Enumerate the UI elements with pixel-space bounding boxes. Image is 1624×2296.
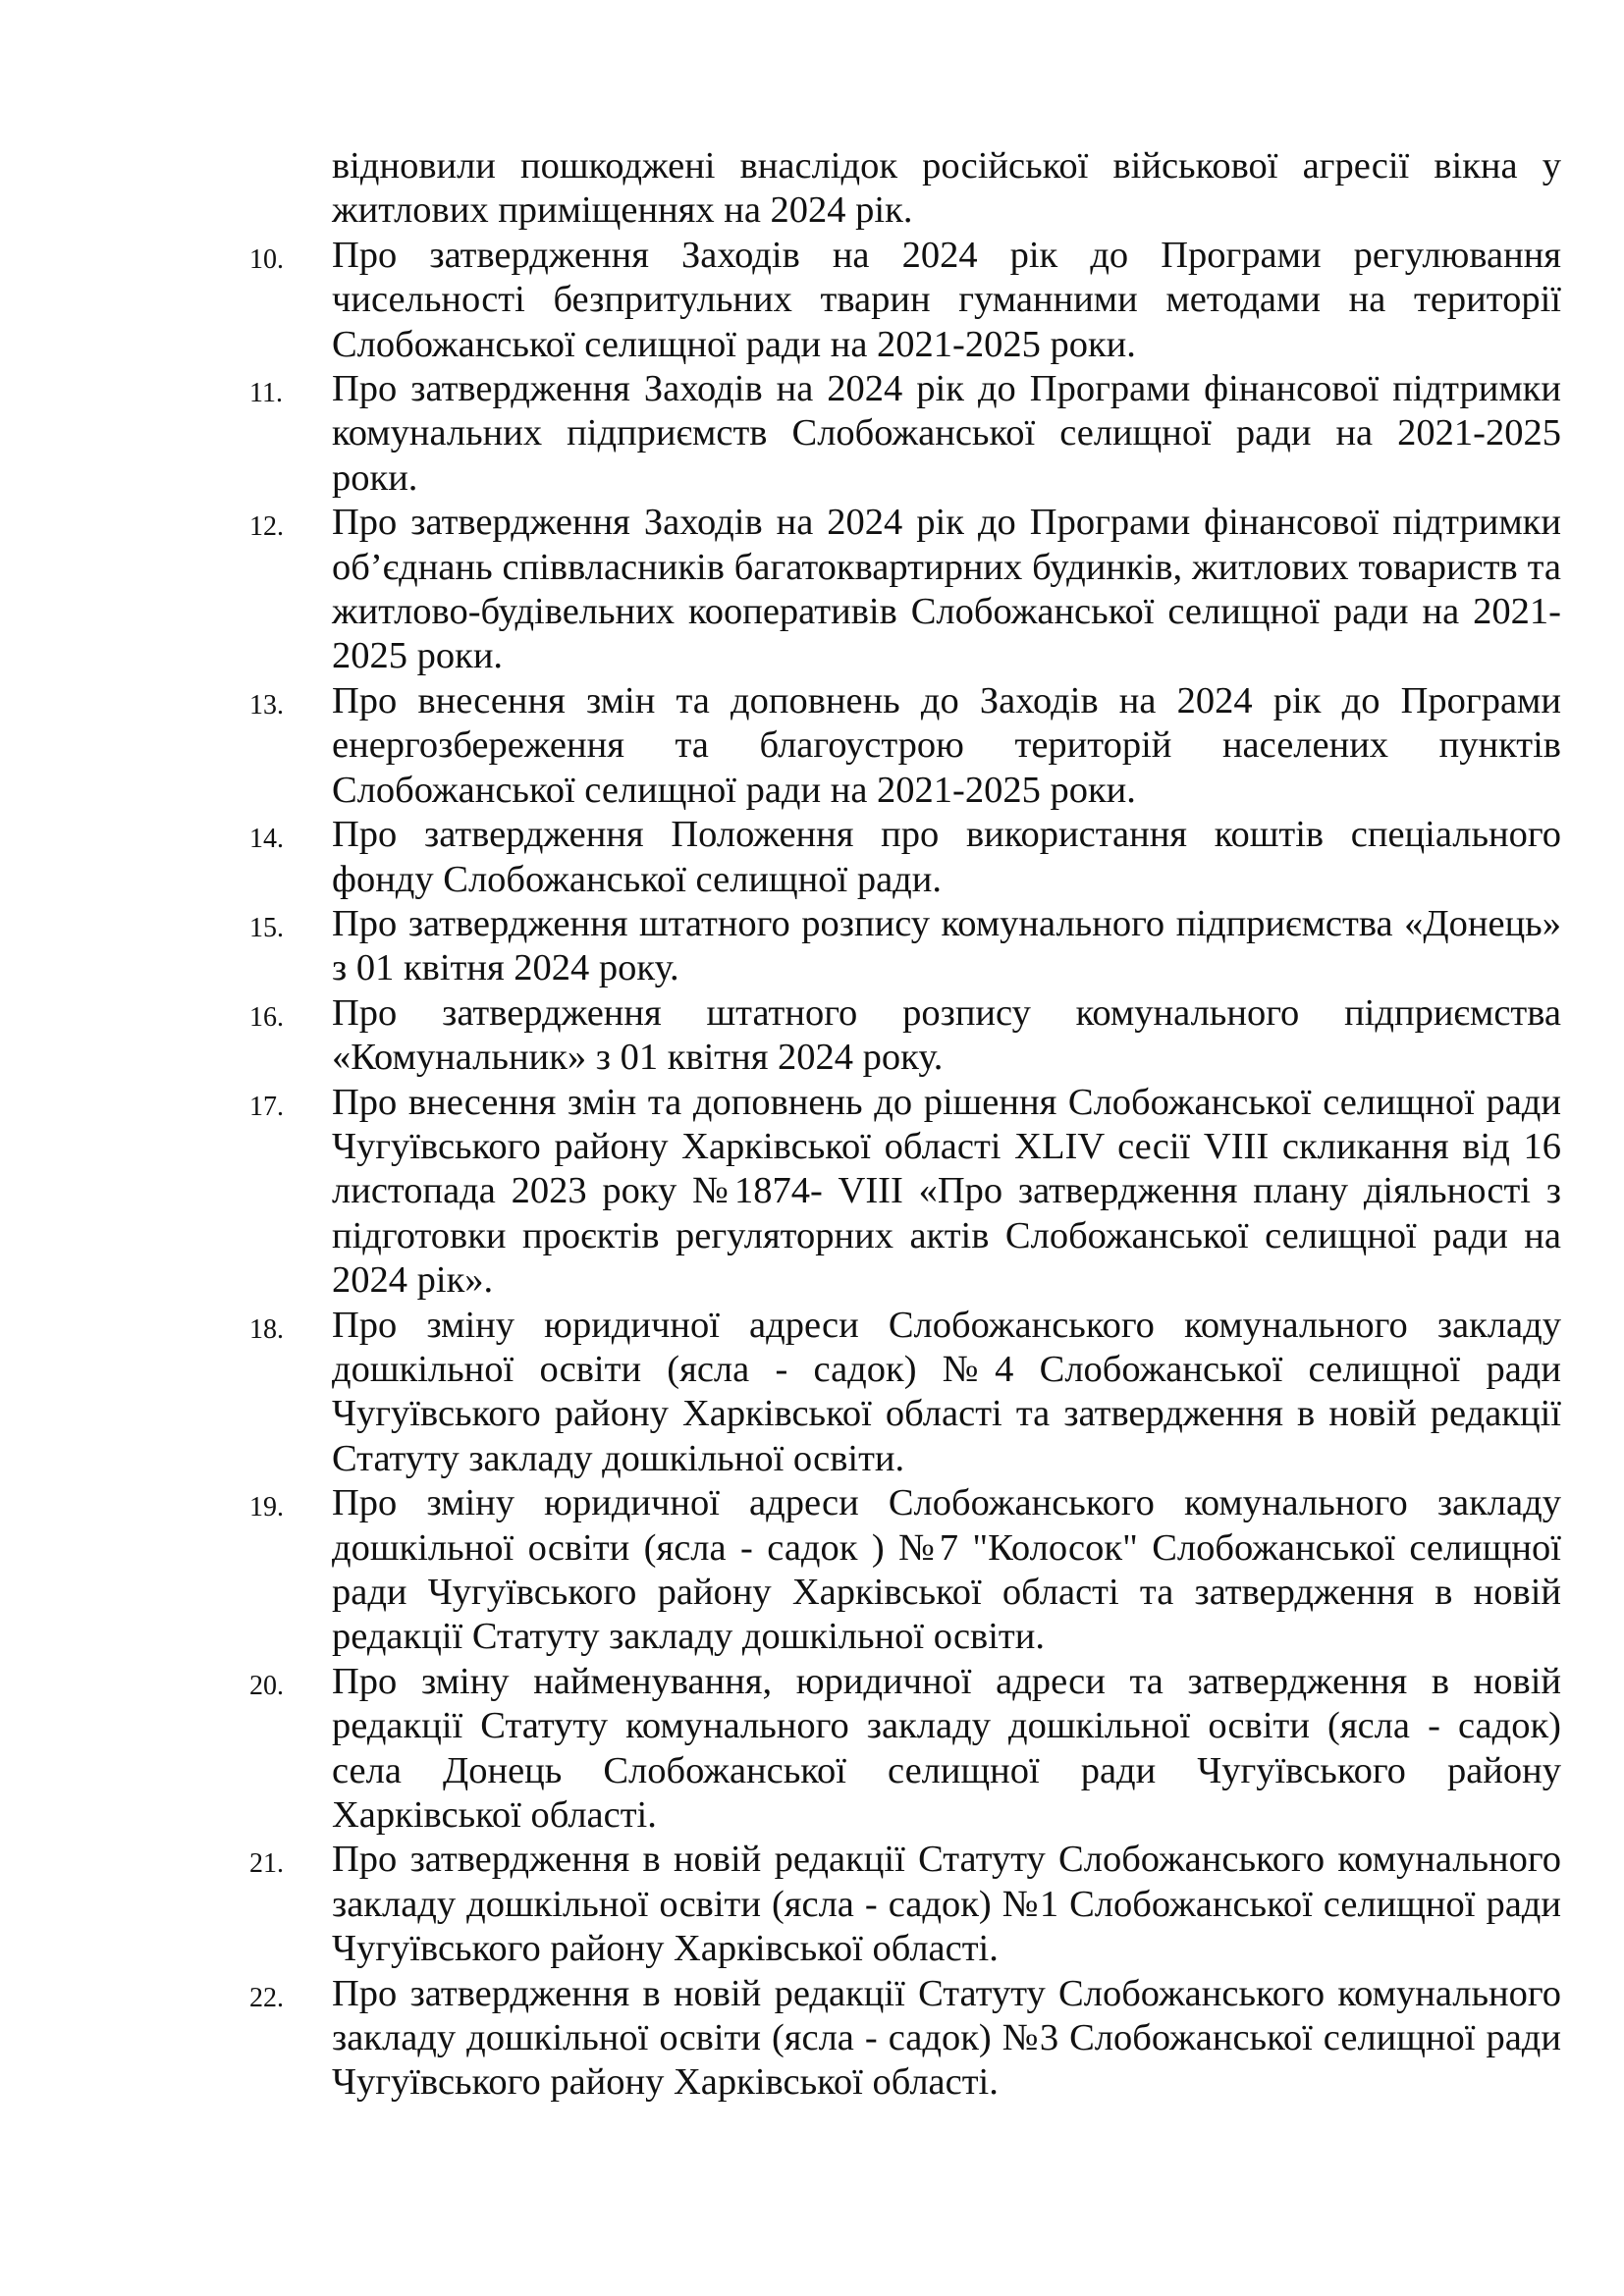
agenda-item-number: 18.: [249, 1313, 284, 1345]
agenda-item-number: 14.: [249, 824, 284, 855]
agenda-item-number: 15.: [249, 912, 284, 943]
agenda-item-text: Про затвердження Заходів на 2024 рік до Програми регулювання чисельності безпритульних тварин гуманними методами на території Слобожанської селищної ради на 2021-2025 роки.: [332, 234, 1561, 365]
agenda-item-number: 19.: [249, 1492, 284, 1523]
agenda-item: [249, 367, 1561, 501]
agenda-item: [249, 679, 1561, 813]
agenda-item-text: Про затвердження штатного розпису комунального підприємства «Комунальник» з 01 квітня 2024 року.: [332, 991, 1561, 1079]
agenda-list: [249, 234, 1561, 2106]
agenda-item-text: Про затвердження Заходів на 2024 рік до Програми фінансової підтримки комунальних підприємств Слобожанської селищної ради на 2021-2025 роки.: [332, 368, 1561, 499]
agenda-item: [249, 1304, 1561, 1482]
agenda-item-number: 22.: [249, 1982, 284, 2013]
agenda-item: [249, 501, 1561, 679]
agenda-item-text: Про затвердження в новій редакції Статуту Слобожанського комунального закладу дошкільної освіти (ясла - садок) №1 Слобожанської селищної ради Чугуївського району Харківської області.: [332, 1839, 1561, 1970]
agenda-item-number: 12.: [249, 511, 284, 543]
agenda-item-text: Про зміну юридичної адреси Слобожанського комунального закладу дошкільної освіти (ясла - садок ) №7 "Колосок" Слобожанської селищної ради Чугуївського району Харківської області та затвердження в новій редакції Статуту закладу дошкільної освіти.: [332, 1482, 1561, 1658]
agenda-item-number: 10.: [249, 243, 284, 275]
document-body: [249, 144, 1561, 2106]
agenda-item-number: 21.: [249, 1848, 284, 1880]
agenda-item-text: Про внесення змін та доповнень до рішення Слобожанської селищної ради Чугуївського району Харківської області XLIV сесії VIII скликання від 16 листопада 2023 року №1874- VIII «Про затвердження плану діяльності з підготовки проєктів регуляторних актів Слобожанської селищної ради на 2024 рік».: [332, 1081, 1561, 1302]
agenda-item: [249, 234, 1561, 367]
agenda-item: [249, 1660, 1561, 1839]
agenda-item: [249, 991, 1561, 1081]
agenda-item-number: 16.: [249, 1001, 284, 1033]
agenda-item-number: 13.: [249, 689, 284, 721]
agenda-item-text: Про затвердження в новій редакції Статуту Слобожанського комунального закладу дошкільної освіти (ясла - садок) №3 Слобожанської селищної ради Чугуївського району Харківської області.: [332, 1972, 1561, 2104]
agenda-item: [249, 1481, 1561, 1660]
agenda-item-text: Про внесення змін та доповнень до Заходів на 2024 рік до Програми енергозбереження та благоустрою територій населених пунктів Слобожанської селищної ради на 2021-2025 роки.: [332, 679, 1561, 811]
agenda-item-text: Про зміну юридичної адреси Слобожанського комунального закладу дошкільної освіти (ясла - садок) №4 Слобожанської селищної ради Чугуївського району Харківської області та затвердження в новій редакції Статуту закладу дошкільної освіти.: [332, 1304, 1561, 1479]
agenda-item: [249, 902, 1561, 991]
agenda-item: [249, 813, 1561, 902]
agenda-item-text: Про зміну найменування, юридичної адреси та затвердження в новій редакції Статуту комунального закладу дошкільної освіти (ясла - садок) села Донець Слобожанської селищної ради Чугуївського району Харківської області.: [332, 1660, 1561, 1837]
agenda-item-text: Про затвердження штатного розпису комунального підприємства «Донець» з 01 квітня 2024 року.: [332, 902, 1561, 989]
continuation-paragraph: відновили пошкоджені внаслідок російської військової агресії вікна у житлових приміщеннях на 2024 рік.: [332, 145, 1561, 232]
agenda-item-number: 17.: [249, 1091, 284, 1122]
agenda-item: [249, 1972, 1561, 2106]
agenda-item: [249, 1081, 1561, 1304]
agenda-item: [249, 1838, 1561, 1971]
agenda-item-number: 20.: [249, 1670, 284, 1701]
agenda-item-number: 11.: [249, 378, 283, 409]
agenda-item-text: Про затвердження Положення про використання коштів спеціального фонду Слобожанської селищної ради.: [332, 814, 1561, 900]
agenda-item-text: Про затвердження Заходів на 2024 рік до Програми фінансової підтримки об’єднань співвласників багатоквартирних будинків, житлових товариств та житлово-будівельних кооперативів Слобожанської селищної ради на 2021-2025 роки.: [332, 502, 1561, 677]
